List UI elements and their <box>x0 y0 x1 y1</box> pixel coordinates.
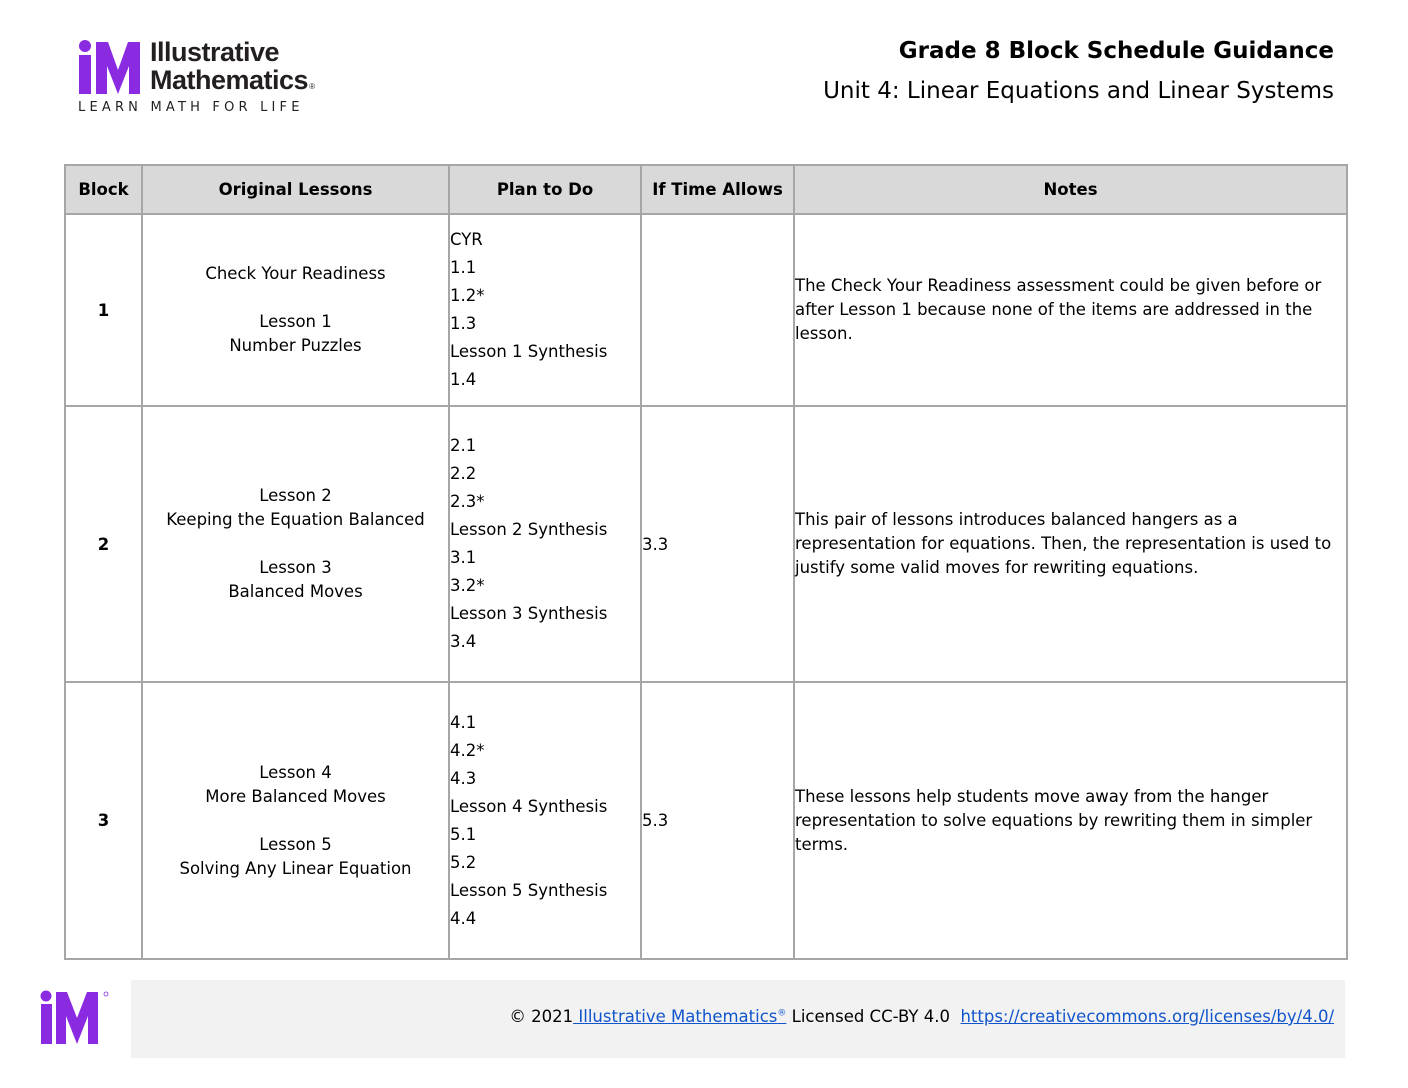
plan-item: Lesson 1 Synthesis <box>450 342 608 361</box>
plan-item: Lesson 4 Synthesis <box>450 796 608 816</box>
plan-item: 1.2* <box>450 286 485 305</box>
plan-item: Lesson 3 Synthesis <box>450 604 608 623</box>
plan-item: 4.1 <box>450 712 477 732</box>
table-header-row <box>65 165 1347 214</box>
logo-registered-mark: ® <box>309 82 315 91</box>
original-lessons-cell <box>142 214 449 406</box>
block-number: 3 <box>65 682 142 959</box>
plan-to-do-cell <box>449 682 641 959</box>
original-lesson-line: More Balanced Moves <box>205 786 386 806</box>
original-lesson-line: Keeping the Equation Balanced <box>166 510 425 529</box>
footer-license-text <box>509 1007 1334 1026</box>
original-lesson-line: Lesson 2 <box>259 486 332 505</box>
plan-to-do-cell <box>449 406 641 682</box>
column-header-plan-to-do: Plan to Do <box>449 165 641 214</box>
footer-org-link[interactable]: Illustrative Mathematics® <box>573 1007 787 1026</box>
table-row <box>65 682 1347 959</box>
plan-item: 1.3 <box>450 314 477 333</box>
original-lesson-group <box>143 310 448 358</box>
original-lesson-group <box>143 484 448 532</box>
plan-item: 5.1 <box>450 824 477 844</box>
plan-item: Lesson 2 Synthesis <box>450 520 608 539</box>
plan-item: 5.2 <box>450 852 477 872</box>
plan-item: 2.2 <box>450 464 477 483</box>
original-lesson-group <box>143 833 448 881</box>
plan-item: 3.4 <box>450 632 477 651</box>
block-schedule-table <box>64 164 1348 960</box>
notes-cell: The Check Your Readiness assessment could be given before or after Lesson 1 because none of the items are addressed in the lesson. <box>794 214 1347 406</box>
plan-item: 4.4 <box>450 908 477 928</box>
plan-to-do-cell <box>449 214 641 406</box>
if-time-allows-cell <box>641 214 794 406</box>
column-header-original-lessons: Original Lessons <box>142 165 449 214</box>
plan-item: 4.3 <box>450 768 477 788</box>
column-header-if-time-allows: If Time Allows <box>641 165 794 214</box>
original-lesson-line: Balanced Moves <box>228 582 363 601</box>
notes-cell: These lessons help students move away from the hanger representation to solve equations by rewriting them in simpler terms. <box>794 682 1347 959</box>
original-lesson-line: Lesson 5 <box>259 834 332 854</box>
plan-item: 1.4 <box>450 370 477 389</box>
block-number: 1 <box>65 214 142 406</box>
table-row <box>65 214 1347 406</box>
column-header-block: Block <box>65 165 142 214</box>
document-subtitle: Unit 4: Linear Equations and Linear Systems <box>823 78 1334 104</box>
plan-item: 1.1 <box>450 258 477 277</box>
original-lesson-line: Solving Any Linear Equation <box>179 858 412 878</box>
original-lesson-line: Lesson 4 <box>259 762 332 782</box>
logo-name-line1: Illustrative <box>150 37 280 67</box>
block-number: 2 <box>65 406 142 682</box>
notes-cell: This pair of lessons introduces balanced hangers as a representation for equations. Then, the representation is used to justify some valid moves for rewriting equations. <box>794 406 1347 682</box>
im-logo-icon <box>78 40 140 94</box>
footer-license-url-link[interactable]: https://creativecommons.org/licenses/by/4.0/ <box>960 1007 1334 1026</box>
logo-tagline: LEARN MATH FOR LIFE <box>78 100 304 115</box>
illustrative-mathematics-logo <box>78 38 348 118</box>
plan-item: 3.2* <box>450 576 485 595</box>
footer-copyright: © 2021 <box>509 1007 574 1026</box>
logo-wordmark <box>150 38 314 101</box>
plan-item: 2.1 <box>450 436 477 455</box>
original-lesson-line: Number Puzzles <box>229 336 362 355</box>
logo-name-line2: Mathematics <box>150 65 309 95</box>
column-header-notes: Notes <box>794 165 1347 214</box>
if-time-allows-cell: 5.3 <box>641 682 794 959</box>
plan-item: CYR <box>450 230 483 249</box>
original-lessons-cell <box>142 682 449 959</box>
original-lessons-cell <box>142 406 449 682</box>
table-row <box>65 406 1347 682</box>
im-footer-logo-icon <box>40 990 110 1046</box>
plan-item: 2.3* <box>450 492 485 511</box>
original-lesson-group <box>143 761 448 809</box>
original-lesson-line: Lesson 3 <box>259 558 332 577</box>
plan-item: 3.1 <box>450 548 477 567</box>
original-lesson-group <box>143 556 448 604</box>
original-lesson-group <box>143 262 448 286</box>
if-time-allows-cell: 3.3 <box>641 406 794 682</box>
plan-item: Lesson 5 Synthesis <box>450 880 608 900</box>
document-title: Grade 8 Block Schedule Guidance <box>898 38 1334 64</box>
footer-license: Licensed CC-BY 4.0 <box>786 1007 961 1026</box>
original-lesson-line: Check Your Readiness <box>205 264 386 283</box>
plan-item: 4.2* <box>450 740 485 760</box>
original-lesson-line: Lesson 1 <box>259 312 332 331</box>
